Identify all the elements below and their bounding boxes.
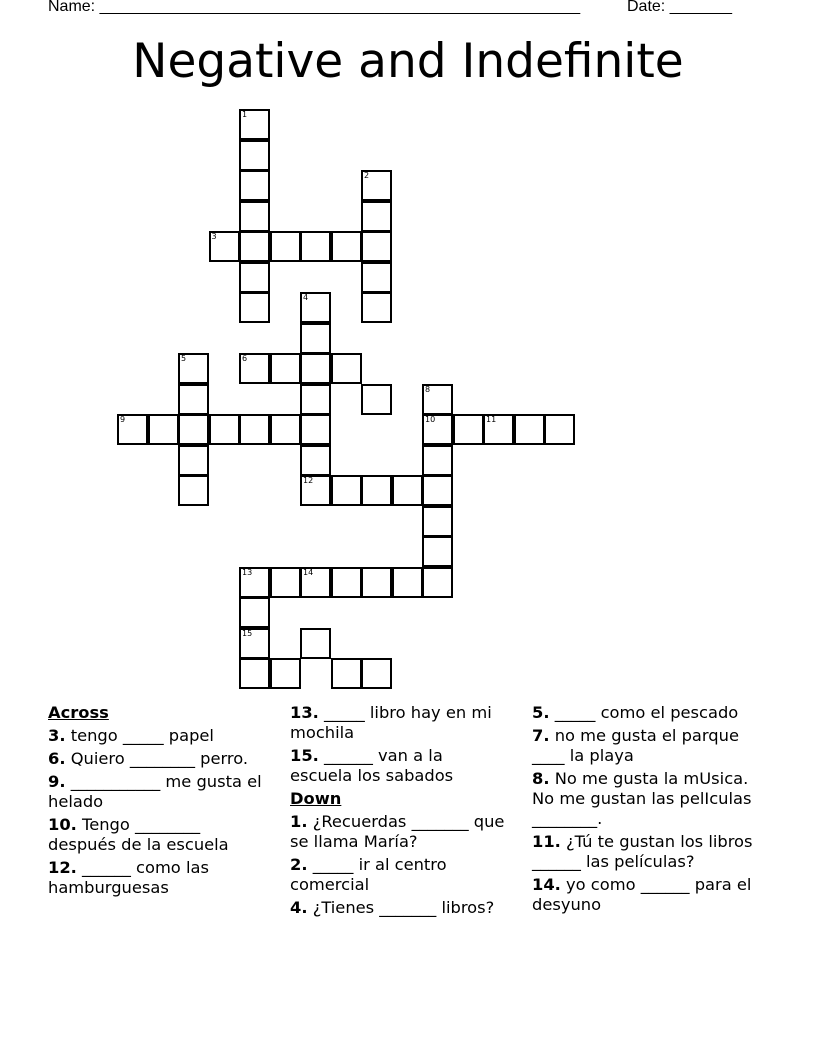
clue-number-label: 8. bbox=[532, 769, 550, 788]
crossword-cell[interactable] bbox=[300, 384, 331, 415]
crossword-cell[interactable] bbox=[422, 384, 453, 415]
crossword-cell[interactable] bbox=[300, 445, 331, 476]
crossword-cell[interactable] bbox=[331, 658, 362, 689]
crossword-cell[interactable] bbox=[361, 231, 392, 262]
crossword-cell[interactable] bbox=[361, 567, 392, 598]
clue-number-label: 11. bbox=[532, 832, 561, 851]
crossword-cell[interactable] bbox=[239, 262, 270, 293]
crossword-cell[interactable] bbox=[178, 445, 209, 476]
crossword-cell[interactable] bbox=[392, 475, 423, 506]
crossword-cell[interactable] bbox=[209, 414, 240, 445]
crossword-cell[interactable] bbox=[361, 201, 392, 232]
crossword-cell[interactable] bbox=[239, 231, 270, 262]
crossword-cell[interactable] bbox=[483, 414, 514, 445]
clue-text: ______ como las hamburguesas bbox=[48, 858, 209, 897]
clue-number: 9 bbox=[120, 415, 126, 424]
crossword-cell[interactable] bbox=[300, 567, 331, 598]
clue-text: _____ libro hay en mi mochila bbox=[290, 703, 492, 742]
clue-text: ¿Recuerdas _______ que se llama María? bbox=[290, 812, 505, 851]
clue-number-label: 13. bbox=[290, 703, 319, 722]
clue-item bbox=[532, 875, 767, 915]
crossword-cell[interactable] bbox=[544, 414, 575, 445]
clue-text: No me gusta la mUsica. No me gustan las pelIculas ________. bbox=[532, 769, 752, 828]
crossword-cell[interactable] bbox=[422, 506, 453, 537]
clue-text: ___________ me gusta el helado bbox=[48, 772, 262, 811]
crossword-cell[interactable] bbox=[422, 445, 453, 476]
clue-item bbox=[290, 855, 505, 895]
clue-item bbox=[532, 832, 767, 872]
crossword-cell[interactable] bbox=[331, 567, 362, 598]
clue-number-label: 2. bbox=[290, 855, 308, 874]
clue-item bbox=[532, 703, 767, 723]
clue-number-label: 5. bbox=[532, 703, 550, 722]
name-field-label: Name: ______________________________________________________ bbox=[48, 0, 581, 15]
clue-number-label: 1. bbox=[290, 812, 308, 831]
clue-number: 13 bbox=[242, 567, 253, 577]
crossword-cell[interactable] bbox=[270, 353, 301, 384]
crossword-cell[interactable] bbox=[361, 170, 392, 201]
crossword-cell[interactable] bbox=[300, 292, 331, 323]
crossword-cell[interactable] bbox=[239, 109, 270, 140]
clue-text: no me gusta el parque ____ la playa bbox=[532, 726, 739, 765]
clue-number: 6 bbox=[242, 354, 248, 363]
clue-number: 10 bbox=[425, 415, 436, 424]
crossword-cell[interactable] bbox=[209, 231, 240, 262]
clue-number-label: 7. bbox=[532, 726, 550, 745]
clue-number-label: 10. bbox=[48, 815, 77, 834]
crossword-cell[interactable] bbox=[239, 292, 270, 323]
clue-number: 2 bbox=[364, 171, 370, 180]
crossword-cell[interactable] bbox=[392, 567, 423, 598]
clue-text: yo como ______ para el desyuno bbox=[532, 875, 752, 914]
crossword-cell[interactable] bbox=[361, 262, 392, 293]
clue-text: Tengo ________ después de la escuela bbox=[48, 815, 229, 854]
crossword-cell[interactable] bbox=[239, 201, 270, 232]
clue-text: ______ van a la escuela los sabados bbox=[290, 746, 454, 785]
crossword-cell[interactable] bbox=[270, 658, 301, 689]
clue-number: 3 bbox=[211, 232, 217, 241]
clue-item bbox=[290, 746, 505, 786]
clue-item bbox=[48, 772, 263, 812]
clue-number: 4 bbox=[303, 293, 309, 302]
crossword-cell[interactable] bbox=[239, 597, 270, 628]
crossword-cell[interactable] bbox=[270, 414, 301, 445]
clue-number: 1 bbox=[242, 110, 248, 119]
date-field-label: Date: _______ bbox=[627, 0, 732, 15]
crossword-cell[interactable] bbox=[239, 140, 270, 171]
crossword-cell[interactable] bbox=[239, 628, 270, 659]
clue-number-label: 6. bbox=[48, 749, 66, 768]
crossword-cell[interactable] bbox=[422, 567, 453, 598]
clues-column-1 bbox=[48, 703, 263, 901]
clue-item bbox=[532, 769, 767, 829]
puzzle-title: Negative and Indefinite bbox=[132, 34, 684, 89]
crossword-cell[interactable] bbox=[300, 323, 331, 354]
clue-number: 5 bbox=[181, 354, 187, 363]
crossword-cell[interactable] bbox=[300, 414, 331, 445]
crossword-cell[interactable] bbox=[361, 658, 392, 689]
crossword-cell[interactable] bbox=[453, 414, 484, 445]
crossword-cell[interactable] bbox=[239, 170, 270, 201]
clue-number-label: 3. bbox=[48, 726, 66, 745]
crossword-cell[interactable] bbox=[422, 475, 453, 506]
crossword-cell[interactable] bbox=[300, 628, 331, 659]
crossword-cell[interactable] bbox=[239, 414, 270, 445]
clues-column-2 bbox=[290, 703, 505, 921]
clues-column-3 bbox=[532, 703, 767, 918]
crossword-cell[interactable] bbox=[361, 384, 392, 415]
crossword-cell[interactable] bbox=[270, 567, 301, 598]
clue-number: 14 bbox=[303, 567, 314, 577]
crossword-cell[interactable] bbox=[300, 353, 331, 384]
crossword-cell[interactable] bbox=[422, 536, 453, 567]
clue-number: 15 bbox=[242, 628, 253, 638]
clue-item bbox=[290, 898, 505, 918]
clue-item bbox=[48, 815, 263, 855]
clue-text: _____ ir al centro comercial bbox=[290, 855, 447, 894]
clue-number: 8 bbox=[425, 384, 431, 394]
clue-text: Quiero ________ perro. bbox=[65, 749, 249, 768]
clue-number: 12 bbox=[303, 476, 314, 485]
crossword-cell[interactable] bbox=[361, 475, 392, 506]
clue-item bbox=[532, 726, 767, 766]
crossword-cell[interactable] bbox=[239, 353, 270, 384]
crossword-cell[interactable] bbox=[300, 231, 331, 262]
crossword-cell[interactable] bbox=[178, 414, 209, 445]
crossword-cell[interactable] bbox=[331, 475, 362, 506]
crossword-cell[interactable] bbox=[239, 567, 270, 598]
clue-item bbox=[48, 749, 263, 769]
across-heading: Across bbox=[48, 703, 109, 722]
crossword-cell[interactable] bbox=[361, 292, 392, 323]
crossword-cell[interactable] bbox=[422, 414, 453, 445]
clue-number-label: 15. bbox=[290, 746, 319, 765]
clue-number-label: 14. bbox=[532, 875, 561, 894]
crossword-cell[interactable] bbox=[514, 414, 545, 445]
down-heading: Down bbox=[290, 789, 342, 808]
crossword-cell[interactable] bbox=[331, 353, 362, 384]
clue-item bbox=[48, 858, 263, 898]
crossword-cell[interactable] bbox=[178, 353, 209, 384]
clue-number-label: 4. bbox=[290, 898, 308, 917]
clue-number-label: 12. bbox=[48, 858, 77, 877]
crossword-cell[interactable] bbox=[239, 658, 270, 689]
crossword-cell[interactable] bbox=[178, 384, 209, 415]
clue-text: ¿Tú te gustan los libros ______ las películas? bbox=[532, 832, 753, 871]
clue-text: _____ como el pescado bbox=[549, 703, 739, 722]
crossword-cell[interactable] bbox=[331, 231, 362, 262]
clue-number-label: 9. bbox=[48, 772, 66, 791]
clue-item bbox=[290, 812, 505, 852]
clue-number: 11 bbox=[486, 415, 497, 424]
clue-text: ¿Tienes _______ libros? bbox=[307, 898, 495, 917]
crossword-cell[interactable] bbox=[117, 414, 148, 445]
crossword-cell[interactable] bbox=[148, 414, 179, 445]
crossword-cell[interactable] bbox=[270, 231, 301, 262]
crossword-cell[interactable] bbox=[178, 475, 209, 506]
crossword-cell[interactable] bbox=[300, 475, 331, 506]
clue-item bbox=[48, 726, 263, 746]
clue-text: tengo _____ papel bbox=[65, 726, 214, 745]
clue-item bbox=[290, 703, 505, 743]
